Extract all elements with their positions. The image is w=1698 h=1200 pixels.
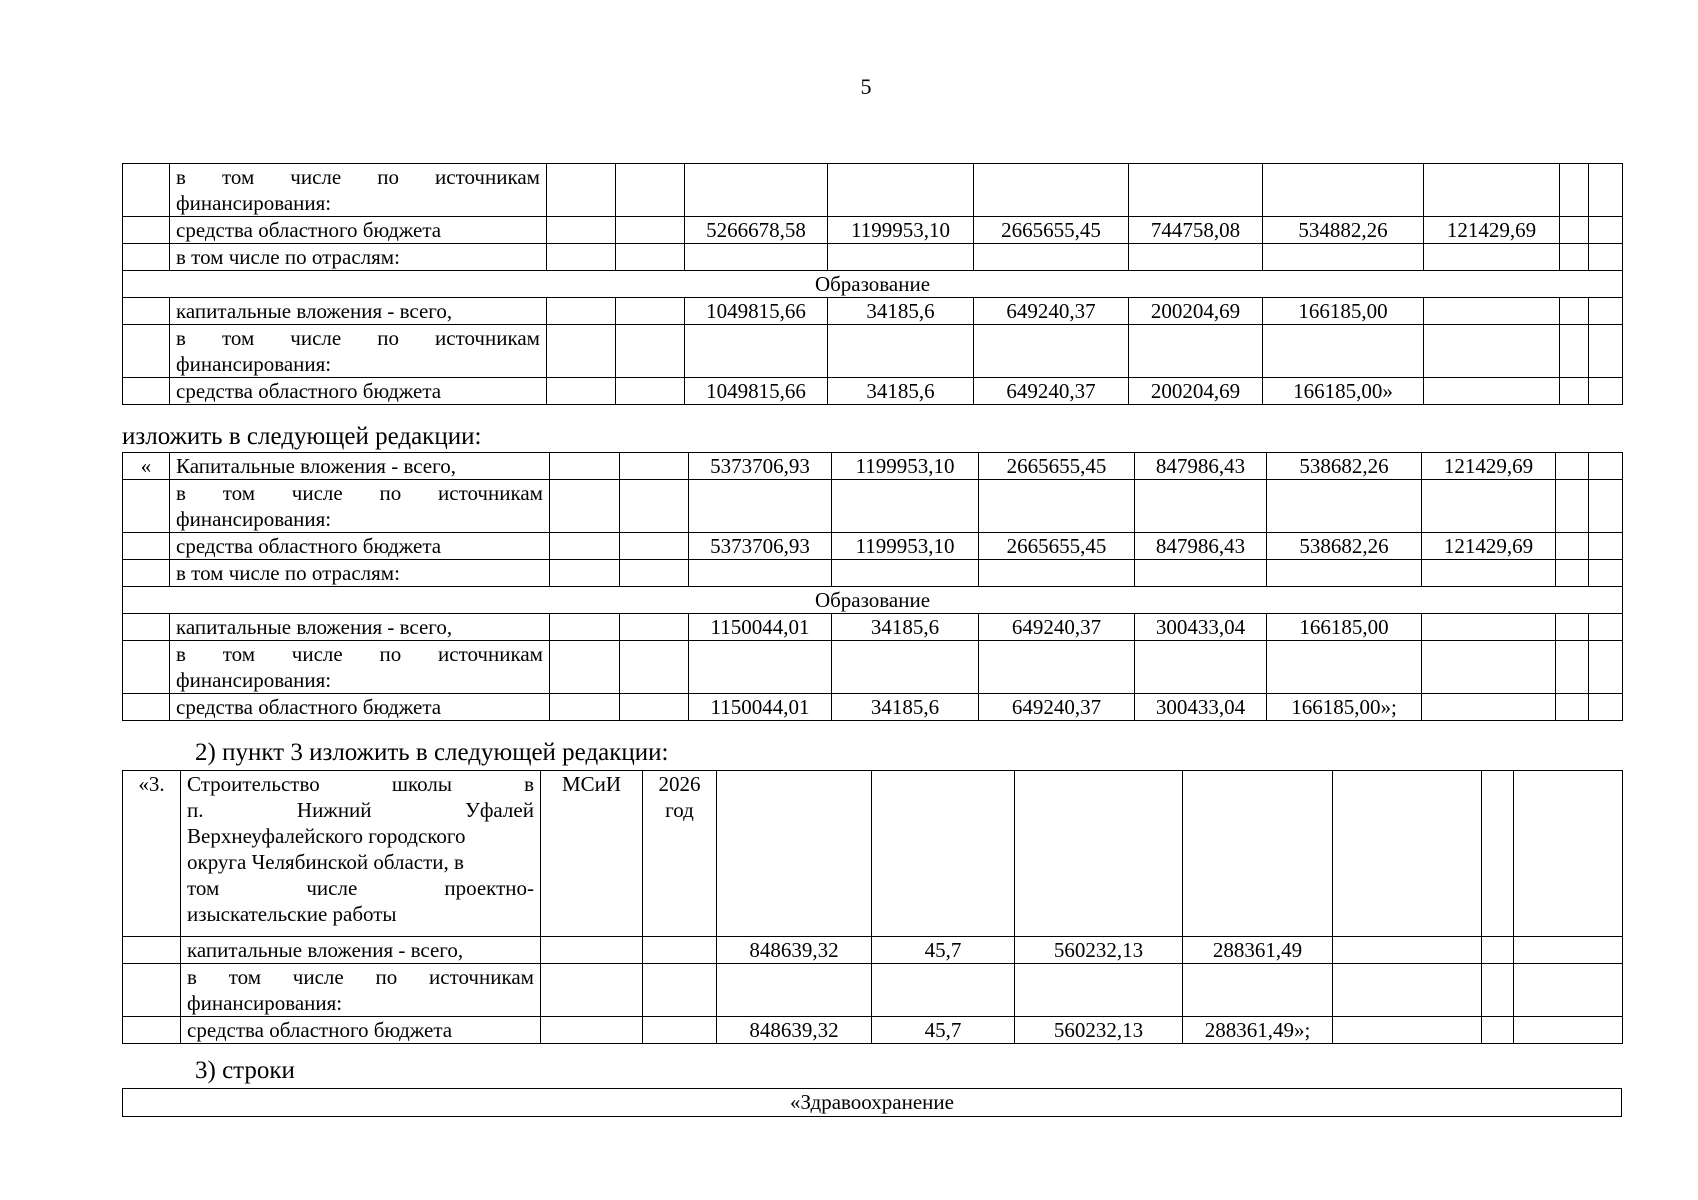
row-label-line (176, 164, 540, 190)
empty-cell (1560, 244, 1589, 271)
amount-cell (1422, 641, 1556, 694)
table-row (123, 587, 1623, 614)
label-word: по (375, 965, 398, 989)
amount-cell (685, 164, 828, 217)
amount-cell: 200204,69 (1129, 298, 1263, 325)
marker-cell (123, 533, 170, 560)
amount-cell (872, 964, 1015, 1017)
marker-cell (123, 164, 170, 217)
empty-cell (547, 378, 616, 405)
label-word: том (221, 165, 255, 189)
empty-cell (1482, 1017, 1514, 1044)
table-row (123, 271, 1623, 298)
empty-cell (1589, 217, 1623, 244)
empty-cell (1482, 964, 1514, 1017)
empty-cell (643, 964, 717, 1017)
amount-cell: 1199953,10 (832, 453, 979, 480)
amount-cell (1135, 480, 1267, 533)
label-word: источникам (435, 326, 540, 350)
row-label: капитальные вложения - всего, (181, 937, 541, 964)
empty-cell (1514, 937, 1623, 964)
marker-cell (123, 641, 170, 694)
empty-cell (1556, 533, 1589, 560)
amount-cell: 288361,49»; (1183, 1017, 1333, 1044)
table-row (123, 614, 1623, 641)
label-word: в (176, 481, 186, 505)
empty-cell (1482, 771, 1514, 937)
empty-cell (616, 325, 685, 378)
amount-cell (974, 164, 1129, 217)
amount-cell (1135, 560, 1267, 587)
row-label-line: финансирования: (187, 991, 343, 1015)
section-heading: Образование (123, 587, 1623, 614)
amount-cell: 560232,13 (1015, 937, 1183, 964)
row-label-line (187, 964, 534, 990)
empty-cell (550, 480, 620, 533)
year-cell (643, 771, 717, 937)
title-word: изыскательские работы (187, 902, 397, 926)
item-title-line (187, 771, 534, 797)
amount-cell: 34185,6 (828, 298, 974, 325)
amount-cell: 34185,6 (828, 378, 974, 405)
empty-cell (1589, 694, 1623, 721)
amount-cell: 1199953,10 (832, 533, 979, 560)
empty-cell (1556, 453, 1589, 480)
table-row (123, 1089, 1622, 1117)
amount-cell: 847986,43 (1135, 453, 1267, 480)
amount-cell: 1049815,66 (685, 378, 828, 405)
empty-cell (550, 694, 620, 721)
amount-cell (1333, 1017, 1482, 1044)
label-word: в (176, 165, 186, 189)
table-row (123, 771, 1623, 937)
table-row (123, 1017, 1623, 1044)
marker-cell (123, 480, 170, 533)
title-word: числе (306, 876, 358, 900)
label-word: том (222, 642, 255, 666)
amount-cell (979, 560, 1135, 587)
amount-cell: 45,7 (872, 937, 1015, 964)
amount-cell (689, 560, 832, 587)
empty-cell (1589, 560, 1623, 587)
empty-cell (547, 325, 616, 378)
amount-cell (1333, 937, 1482, 964)
amount-cell: 34185,6 (832, 614, 979, 641)
amount-cell: 534882,26 (1263, 217, 1424, 244)
empty-cell (1589, 480, 1623, 533)
financing-table-old (122, 163, 1623, 405)
empty-cell (620, 560, 689, 587)
amount-cell: 121429,69 (1422, 533, 1556, 560)
marker-cell (123, 217, 170, 244)
empty-cell (1556, 560, 1589, 587)
amount-cell (1263, 244, 1424, 271)
empty-cell (1589, 244, 1623, 271)
amount-cell (832, 560, 979, 587)
amount-cell: 2665655,45 (979, 453, 1135, 480)
table-row (123, 641, 1623, 694)
amount-cell (1424, 298, 1560, 325)
table-row (123, 164, 1623, 217)
empty-cell (616, 244, 685, 271)
table-row (123, 298, 1623, 325)
row-label: средства областного бюджета (170, 217, 547, 244)
amount-cell: 166185,00 (1267, 614, 1422, 641)
amount-cell (1424, 164, 1560, 217)
label-word: в (187, 965, 197, 989)
marker-cell (123, 937, 181, 964)
empty-cell (1514, 964, 1623, 1017)
row-label-line: финансирования: (176, 668, 332, 692)
row-label: в том числе по отраслям: (170, 244, 547, 271)
title-word: Уфалей (464, 798, 534, 822)
amount-cell: 560232,13 (1015, 1017, 1183, 1044)
empty-cell (1589, 164, 1623, 217)
row-label-line: финансирования: (176, 191, 332, 215)
amount-cell: 2665655,45 (974, 217, 1129, 244)
label-word: источникам (429, 965, 534, 989)
title-word: Нижний (296, 798, 372, 822)
row-label (170, 641, 550, 694)
item-title (181, 771, 541, 937)
table-row (123, 480, 1623, 533)
amount-cell (1129, 325, 1263, 378)
empty-cell (620, 694, 689, 721)
amount-cell (979, 480, 1135, 533)
empty-cell (620, 533, 689, 560)
empty-cell (1514, 771, 1623, 937)
amount-cell (979, 641, 1135, 694)
row-label-line: финансирования: (176, 352, 332, 376)
amount-cell: 166185,00 (1263, 298, 1424, 325)
empty-cell (547, 244, 616, 271)
table-row (123, 937, 1623, 964)
label-word: числе (290, 326, 342, 350)
school-construction-table (122, 770, 1623, 1044)
row-label: капитальные вложения - всего, (170, 614, 550, 641)
empty-cell (1589, 533, 1623, 560)
title-word: проектно- (444, 876, 534, 900)
empty-cell (616, 378, 685, 405)
amount-cell (1422, 480, 1556, 533)
amount-cell (1263, 325, 1424, 378)
marker-cell (123, 1017, 181, 1044)
label-word: числе (290, 165, 342, 189)
title-word: округа Челябинской области, в (187, 850, 464, 874)
amount-cell (1129, 164, 1263, 217)
empty-cell (717, 771, 872, 937)
title-word: в (524, 772, 534, 796)
row-label (181, 964, 541, 1017)
marker-cell (123, 244, 170, 271)
amount-cell: 649240,37 (979, 694, 1135, 721)
row-label: средства областного бюджета (181, 1017, 541, 1044)
empty-cell (550, 533, 620, 560)
row-label: средства областного бюджета (170, 694, 550, 721)
financing-table-new (122, 452, 1623, 721)
empty-cell (550, 614, 620, 641)
paragraph-item-3: 2) пункт 3 изложить в следующей редакции: (195, 739, 669, 766)
label-word: том (221, 326, 255, 350)
amount-cell (832, 641, 979, 694)
row-label: Капитальные вложения - всего, (170, 453, 550, 480)
empty-cell (616, 164, 685, 217)
empty-cell (1556, 614, 1589, 641)
amount-cell: 166185,00» (1263, 378, 1424, 405)
item-title-line (187, 901, 534, 927)
executor-cell: МСиИ (541, 771, 643, 937)
amount-cell (1263, 164, 1424, 217)
table-row (123, 694, 1623, 721)
empty-cell (550, 641, 620, 694)
amount-cell: 300433,04 (1135, 694, 1267, 721)
empty-cell (1560, 217, 1589, 244)
amount-cell: 538682,26 (1267, 453, 1422, 480)
marker-cell (123, 964, 181, 1017)
marker-cell (123, 298, 170, 325)
item-number: «3. (123, 771, 181, 937)
year-value: 2026 (658, 772, 701, 796)
marker-cell (123, 694, 170, 721)
empty-cell (1589, 298, 1623, 325)
empty-cell (550, 453, 620, 480)
amount-cell: 300433,04 (1135, 614, 1267, 641)
item-title-line (187, 797, 534, 823)
empty-cell (872, 771, 1015, 937)
amount-cell: 34185,6 (832, 694, 979, 721)
amount-cell (689, 480, 832, 533)
label-word: по (379, 642, 402, 666)
amount-cell (1422, 614, 1556, 641)
amount-cell (828, 244, 974, 271)
item-title-line (187, 823, 534, 849)
amount-cell: 288361,49 (1183, 937, 1333, 964)
label-word: том (228, 965, 261, 989)
row-label-line (176, 325, 540, 351)
empty-cell (620, 641, 689, 694)
amount-cell (1015, 964, 1183, 1017)
amount-cell (689, 641, 832, 694)
row-label (170, 480, 550, 533)
amount-cell: 847986,43 (1135, 533, 1267, 560)
empty-cell (1560, 164, 1589, 217)
amount-cell (1267, 480, 1422, 533)
section-heading: Образование (123, 271, 1623, 298)
label-word: источникам (435, 165, 540, 189)
marker-cell: « (123, 453, 170, 480)
title-word: Верхнеуфалейского городского (187, 824, 466, 848)
amount-cell (1424, 378, 1560, 405)
amount-cell: 5266678,58 (685, 217, 828, 244)
empty-cell (1556, 480, 1589, 533)
table-row (123, 560, 1623, 587)
amount-cell: 2665655,45 (979, 533, 1135, 560)
empty-cell (1015, 771, 1183, 937)
table-row (123, 244, 1623, 271)
label-word: источникам (438, 642, 543, 666)
label-word: числе (291, 642, 343, 666)
label-word: по (379, 481, 402, 505)
amount-cell: 5373706,93 (689, 453, 832, 480)
empty-cell (1183, 771, 1333, 937)
label-word: том (222, 481, 255, 505)
item-title-line (187, 849, 534, 875)
table-row (123, 453, 1623, 480)
label-word: в (176, 326, 186, 350)
empty-cell (1589, 325, 1623, 378)
row-label (170, 325, 547, 378)
empty-cell (541, 937, 643, 964)
empty-cell (1333, 771, 1482, 937)
amount-cell (685, 244, 828, 271)
empty-cell (1556, 641, 1589, 694)
table-row (123, 217, 1623, 244)
amount-cell (1333, 964, 1482, 1017)
amount-cell (1135, 641, 1267, 694)
table-row (123, 325, 1623, 378)
title-word: школы (391, 772, 452, 796)
empty-cell (620, 614, 689, 641)
amount-cell: 649240,37 (974, 298, 1129, 325)
amount-cell: 5373706,93 (689, 533, 832, 560)
empty-cell (547, 298, 616, 325)
label-word: по (377, 165, 399, 189)
amount-cell (717, 964, 872, 1017)
empty-cell (1589, 641, 1623, 694)
title-word: том (187, 876, 220, 900)
label-word: источникам (438, 481, 543, 505)
marker-cell (123, 560, 170, 587)
empty-cell (541, 964, 643, 1017)
empty-cell (1560, 378, 1589, 405)
amount-cell: 744758,08 (1129, 217, 1263, 244)
amount-cell (1424, 325, 1560, 378)
section-heading: «Здравоохранение (123, 1089, 1622, 1117)
amount-cell: 200204,69 (1129, 378, 1263, 405)
amount-cell: 1150044,01 (689, 694, 832, 721)
amount-cell: 1199953,10 (828, 217, 974, 244)
amount-cell: 538682,26 (1267, 533, 1422, 560)
title-word: Строительство (187, 772, 320, 796)
item-title-line (187, 875, 534, 901)
empty-cell (620, 480, 689, 533)
empty-cell (1560, 298, 1589, 325)
marker-cell (123, 378, 170, 405)
marker-cell (123, 614, 170, 641)
amount-cell: 848639,32 (717, 1017, 872, 1044)
page-number: 5 (860, 74, 872, 99)
amount-cell: 649240,37 (979, 614, 1135, 641)
label-word: числе (292, 965, 344, 989)
amount-cell: 848639,32 (717, 937, 872, 964)
row-label-line (176, 480, 543, 506)
empty-cell (541, 1017, 643, 1044)
amount-cell (685, 325, 828, 378)
paragraph-lines: 3) строки (195, 1057, 295, 1084)
row-label (170, 164, 547, 217)
label-word: в (176, 642, 186, 666)
amount-cell (1422, 694, 1556, 721)
amount-cell (1422, 560, 1556, 587)
label-word: по (377, 326, 399, 350)
empty-cell (643, 937, 717, 964)
amount-cell: 121429,69 (1424, 217, 1560, 244)
empty-cell (616, 217, 685, 244)
empty-cell (547, 164, 616, 217)
amount-cell (832, 480, 979, 533)
row-label: средства областного бюджета (170, 378, 547, 405)
empty-cell (620, 453, 689, 480)
empty-cell (1560, 325, 1589, 378)
table-row (123, 378, 1623, 405)
marker-cell (123, 325, 170, 378)
empty-cell (616, 298, 685, 325)
amount-cell (828, 325, 974, 378)
row-label: средства областного бюджета (170, 533, 550, 560)
empty-cell (1556, 694, 1589, 721)
empty-cell (1589, 378, 1623, 405)
amount-cell (1267, 641, 1422, 694)
amount-cell (974, 244, 1129, 271)
year-unit: год (665, 798, 694, 822)
row-label-line (176, 641, 543, 667)
table-row (123, 533, 1623, 560)
empty-cell (1482, 937, 1514, 964)
amount-cell (974, 325, 1129, 378)
amount-cell: 166185,00»; (1267, 694, 1422, 721)
amount-cell: 45,7 (872, 1017, 1015, 1044)
paragraph-restate: изложить в следующей редакции: (122, 423, 482, 450)
title-word: п. (187, 798, 204, 822)
amount-cell (1424, 244, 1560, 271)
amount-cell (1267, 560, 1422, 587)
table-row (123, 964, 1623, 1017)
row-label-line: финансирования: (176, 507, 332, 531)
amount-cell (1129, 244, 1263, 271)
empty-cell (643, 1017, 717, 1044)
empty-cell (1514, 1017, 1623, 1044)
label-word: числе (291, 481, 343, 505)
empty-cell (550, 560, 620, 587)
healthcare-table (122, 1088, 1622, 1117)
amount-cell: 1049815,66 (685, 298, 828, 325)
amount-cell (1183, 964, 1333, 1017)
empty-cell (1589, 453, 1623, 480)
amount-cell (828, 164, 974, 217)
row-label: в том числе по отраслям: (170, 560, 550, 587)
amount-cell: 649240,37 (974, 378, 1129, 405)
amount-cell: 1150044,01 (689, 614, 832, 641)
amount-cell: 121429,69 (1422, 453, 1556, 480)
empty-cell (547, 217, 616, 244)
empty-cell (1589, 614, 1623, 641)
row-label: капитальные вложения - всего, (170, 298, 547, 325)
